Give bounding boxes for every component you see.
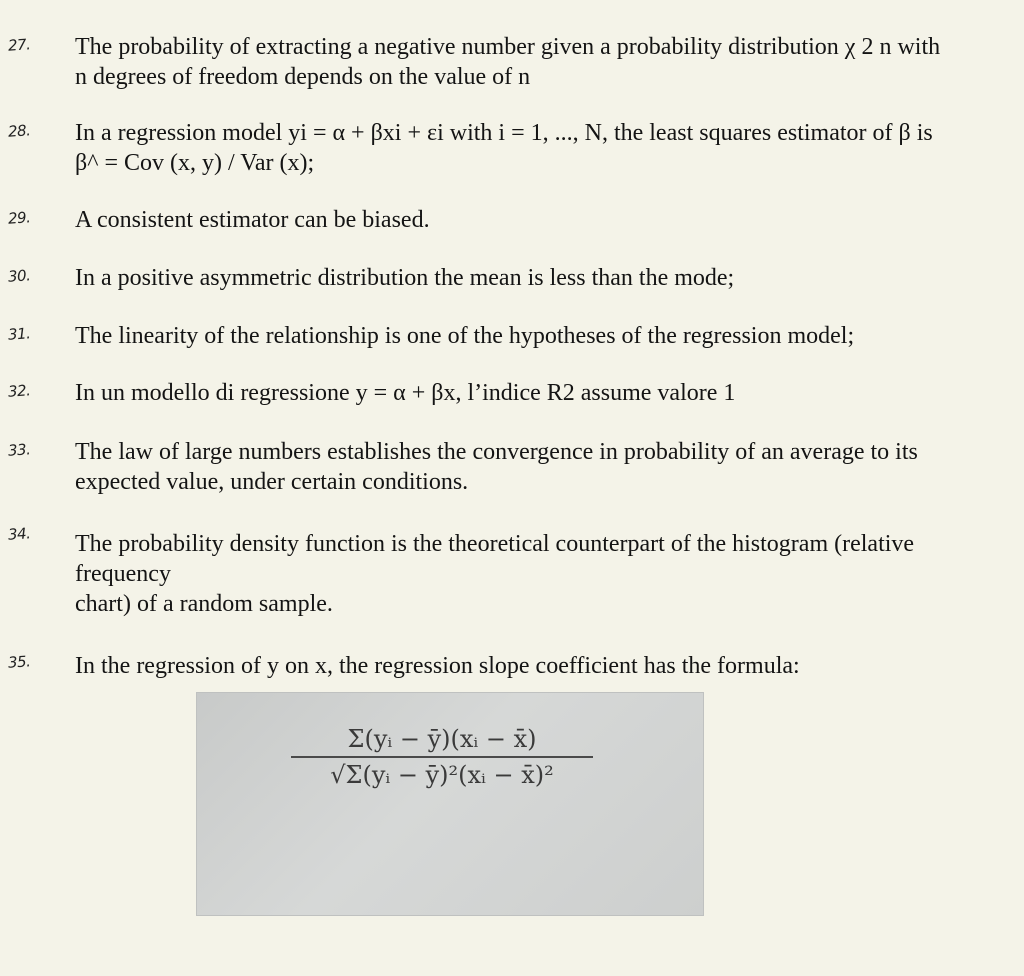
question-text-line: The probability density function is the theoretical counterpart of the histogram (relative: [75, 531, 915, 557]
question-text: [75, 529, 1010, 619]
slope-formula: [287, 725, 597, 789]
question-number: 33.: [7, 440, 31, 460]
question-text-line: expected value, under certain conditions.: [75, 469, 469, 495]
question-text-line: In un modello di regressione y = α + βx, l’indice R2 assume valore 1: [75, 380, 736, 406]
question-text: [75, 32, 1010, 92]
question-text: [75, 321, 1010, 351]
question-number: 30.: [7, 266, 31, 286]
question-text: [75, 263, 1010, 293]
question-text-line: The law of large numbers establishes the convergence in probability of an average to its: [75, 439, 918, 465]
question-text-line: frequency: [75, 561, 171, 587]
question-number: 32.: [7, 381, 31, 401]
question-text-line: chart) of a random sample.: [75, 591, 333, 617]
question-number: 29.: [7, 208, 31, 228]
formula-image: [196, 692, 704, 916]
question-text-line: β^ = Cov (x, y) / Var (x);: [75, 150, 315, 176]
question-number: 35.: [7, 652, 31, 672]
formula-denominator: √Σ(yᵢ − ȳ)²(xᵢ − x̄)²: [330, 761, 554, 789]
question-text-line: A consistent estimator can be biased.: [75, 207, 430, 233]
formula-numerator: Σ(yᵢ − ȳ)(xᵢ − x̄): [347, 725, 537, 753]
question-text-line: In a regression model yi = α + βxi + εi with i = 1, ..., N, the least squares estimator of β is: [75, 120, 933, 146]
question-number: 28.: [7, 121, 31, 141]
question-text: [75, 378, 1010, 408]
question-text-line: n degrees of freedom depends on the value of n: [75, 64, 531, 90]
question-text: [75, 651, 1010, 681]
question-number: 31.: [7, 324, 31, 344]
question-text-line: The probability of extracting a negative number given a probability distribution χ 2 n with: [75, 34, 941, 60]
question-number: 27.: [7, 35, 31, 55]
question-text: [75, 205, 1010, 235]
question-text: [75, 118, 1010, 178]
question-text-line: In a positive asymmetric distribution the mean is less than the mode;: [75, 265, 735, 291]
question-text-line: In the regression of y on x, the regression slope coefficient has the formula:: [75, 653, 800, 679]
question-number: 34.: [7, 524, 31, 544]
question-text: [75, 437, 1010, 497]
question-text-line: The linearity of the relationship is one of the hypotheses of the regression model;: [75, 323, 855, 349]
